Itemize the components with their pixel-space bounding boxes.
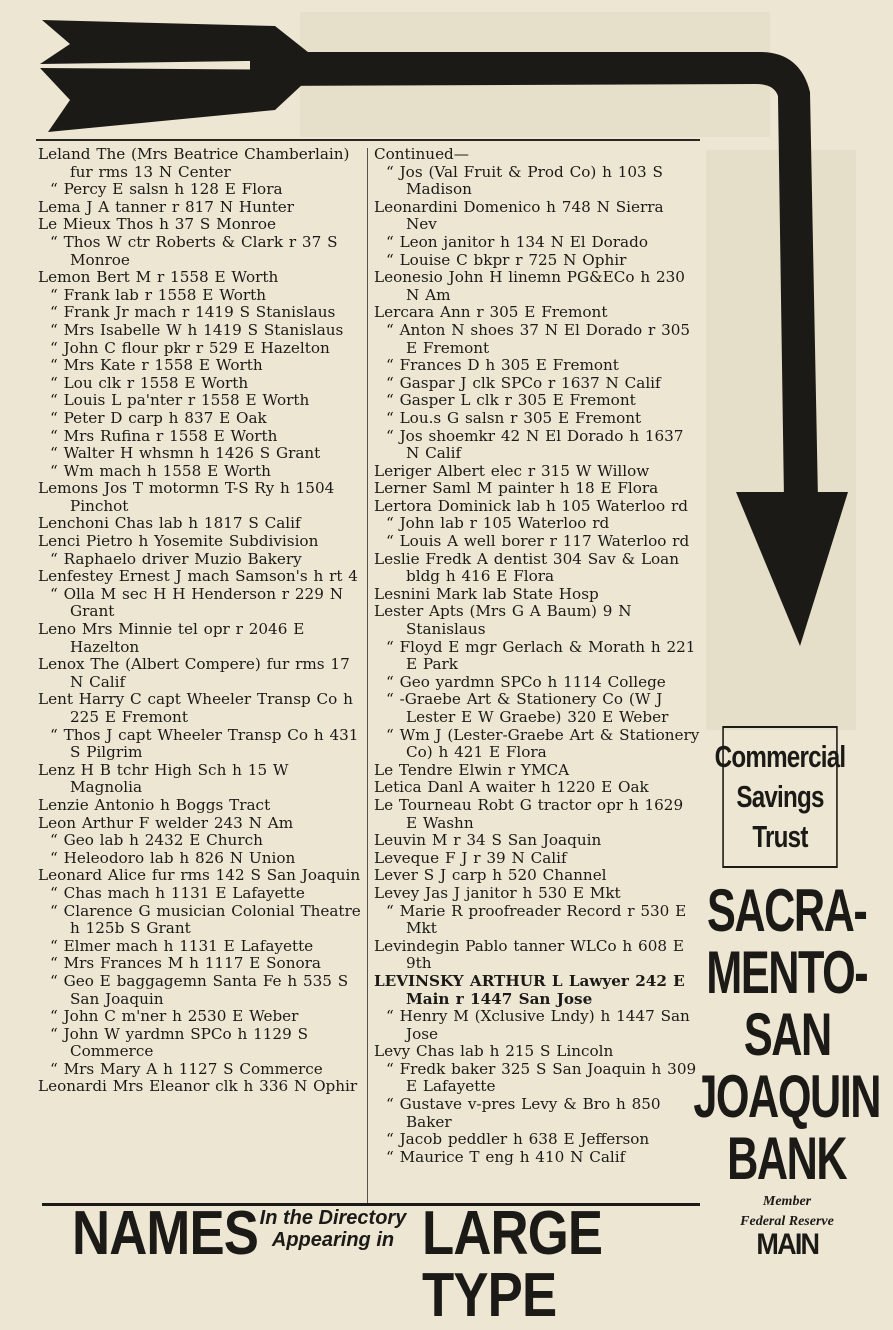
- directory-entry: Lever S J carp h 520 Channel: [374, 866, 607, 885]
- bank-line: BANK: [727, 1125, 847, 1192]
- directory-entry: Lemons Jos T motormn T-S Ry h 1504 Pinchot: [38, 479, 335, 515]
- directory-entry: “ -Graebe Art & Stationery Co (W J Lester E W Graebe) 320 E Weber: [386, 690, 669, 726]
- directory-entry: “ John C m'ner h 2530 E Weber: [50, 1007, 299, 1026]
- directory-entry: “ Elmer mach h 1131 E Lafayette: [50, 936, 314, 955]
- directory-entry: Levindegin Pablo tanner WLCo h 608 E 9th: [374, 936, 684, 973]
- directory-entry: “ Mrs Isabelle W h 1419 S Stanislaus: [50, 320, 344, 339]
- directory-entry: Lercara Ann r 305 E Fremont: [374, 303, 608, 322]
- directory-entry: “ Frank Jr mach r 1419 S Stanislaus: [50, 303, 336, 322]
- directory-entry: “ Louis A well borer r 117 Waterloo rd: [386, 532, 690, 551]
- directory-entry: “ John C flour pkr r 529 E Hazelton: [50, 338, 330, 357]
- directory-entry: “ Louise C bkpr r 725 N Ophir: [386, 250, 627, 269]
- directory-entry: Leonardi Mrs Eleanor clk h 336 N Ophir: [38, 1077, 358, 1096]
- directory-entry: Leuvin M r 34 S San Joaquin: [374, 831, 602, 850]
- member-label: Member: [762, 1194, 812, 1209]
- directory-entry: “ Wm J (Lester-Graebe Art & Stationery Co) h 421 E Flora: [386, 725, 700, 762]
- directory-entry: “ Floyd E mgr Gerlach & Morath h 221 E Park: [386, 637, 696, 674]
- directory-entry: Lent Harry C capt Wheeler Transp Co h 225 E Fremont: [38, 690, 353, 726]
- directory-entry: “ Louis L pa'nter r 1558 E Worth: [50, 391, 310, 410]
- directory-entry: Leland The (Mrs Beatrice Chamberlain) fur rms 13 N Center: [38, 145, 350, 181]
- directory-entry: Leonardini Domenico h 748 N Sierra Nev: [374, 197, 664, 234]
- banner-large-type: LARGE TYPE: [422, 1199, 603, 1330]
- directory-entry: “ Chas mach h 1131 E Lafayette: [50, 883, 305, 902]
- directory-entry: Lenchoni Chas lab h 1817 S Calif: [38, 514, 301, 533]
- directory-entry: “ Thos J capt Wheeler Transp Co h 431 S Pilgrim: [50, 725, 359, 762]
- directory-entry: “ Anton N shoes 37 N El Dorado r 305 E Fremont: [386, 320, 691, 357]
- banner-mid-line: In the Directory: [259, 1207, 407, 1229]
- banner-names: NAMES: [72, 1199, 259, 1268]
- directory-entry: “ Leon janitor h 134 N El Dorado: [386, 232, 648, 251]
- directory-entry: Lesnini Mark lab State Hosp: [374, 584, 599, 603]
- directory-entry: “ Jacob peddler h 638 E Jefferson: [386, 1130, 650, 1149]
- directory-entry: Lester Apts (Mrs G A Baum) 9 N Stanislaus: [374, 602, 632, 639]
- directory-entry: Leno Mrs Minnie tel opr r 2046 E Hazelton: [38, 620, 305, 656]
- arrow-head: [736, 492, 848, 646]
- directory-entry: Leonard Alice fur rms 142 S San Joaquin: [38, 866, 361, 885]
- directory-entry: Lema J A tanner r 817 N Hunter: [38, 197, 295, 216]
- large-type-banner: [72, 1199, 712, 1330]
- banner-middle-text: [248, 1207, 418, 1251]
- directory-entry: Leveque F J r 39 N Calif: [374, 848, 567, 867]
- directory-entry: “ Mrs Mary A h 1127 S Commerce: [50, 1059, 323, 1078]
- directory-entry: “ Wm mach h 1558 E Worth: [50, 461, 271, 480]
- directory-entry: Continued—: [374, 145, 469, 163]
- directory-entry: “ Raphaelo driver Muzio Bakery: [50, 549, 302, 568]
- directory-entry: “ Gustave v-pres Levy & Bro h 850 Baker: [386, 1095, 661, 1131]
- directory-entry: Leonesio John H linemn PG&ECo h 230 N Am: [374, 268, 685, 304]
- directory-entry: “ Clarence G musician Colonial Theatre h 125b S Grant: [50, 901, 361, 938]
- bank-line: JOAQUIN: [693, 1063, 881, 1130]
- directory-entry: “ Fredk baker 325 S San Joaquin h 309 E Lafayette: [386, 1059, 697, 1096]
- directory-entry: “ Thos W ctr Roberts & Clark r 37 S Monroe: [50, 232, 338, 269]
- directory-entry: Lerner Saml M painter h 18 E Flora: [374, 479, 659, 498]
- directory-entry: “ Jos shoemkr 42 N El Dorado h 1637 N Calif: [386, 426, 684, 463]
- directory-entry: “ Mrs Frances M h 1117 E Sonora: [50, 954, 321, 973]
- directory-entry: Leslie Fredk A dentist 304 Sav & Loan bldg h 416 E Flora: [374, 549, 680, 586]
- directory-entry: Lemon Bert M r 1558 E Worth: [38, 268, 279, 287]
- directory-entry: “ Peter D carp h 837 E Oak: [50, 408, 267, 427]
- directory-entry: “ Percy E salsn h 128 E Flora: [50, 180, 283, 199]
- directory-entry: Leriger Albert elec r 315 W Willow: [374, 461, 650, 480]
- column-divider: [367, 148, 368, 1206]
- directory-entry: “ Olla M sec H H Henderson r 229 N Grant: [50, 584, 344, 621]
- banner-mid-line: Appearing in: [271, 1229, 395, 1251]
- ad-line: Commercial: [714, 739, 846, 774]
- bank-line: SAN: [743, 1001, 831, 1068]
- directory-entry: Le Tourneau Robt G tractor opr h 1629 E Washn: [374, 795, 684, 832]
- directory-entry: LEVINSKY ARTHUR L Lawyer 242 E Main r 1447 San Jose: [374, 971, 685, 1008]
- directory-entry: “ Gasper L clk r 305 E Fremont: [386, 391, 636, 410]
- cut-off-word: MAIN: [756, 1228, 818, 1261]
- directory-entry: “ Gaspar J clk SPCo r 1637 N Calif: [386, 373, 661, 392]
- federal-reserve-label: Federal Reserve: [740, 1214, 834, 1229]
- directory-entry: “ Marie R proofreader Record r 530 E Mkt: [386, 901, 687, 938]
- directory-entry: “ Geo E baggagemn Santa Fe h 535 S San Joaquin: [50, 971, 349, 1008]
- bank-line: MENTO-: [706, 939, 868, 1006]
- directory-entry: Le Tendre Elwin r YMCA: [374, 760, 570, 779]
- directory-entry: Lenfestey Ernest J mach Samson's h rt 4: [38, 567, 358, 586]
- ad-line: Trust: [752, 819, 808, 854]
- directory-entry: “ Henry M (Xclusive Lndy) h 1447 San Jose: [386, 1007, 690, 1043]
- directory-entry: Levy Chas lab h 215 S Lincoln: [374, 1042, 614, 1061]
- directory-entry: “ Lou clk r 1558 E Worth: [50, 373, 249, 392]
- top-rule: [36, 139, 700, 141]
- directory-entry: “ Maurice T eng h 410 N Calif: [386, 1147, 626, 1166]
- directory-entry: “ Jos (Val Fruit & Prod Co) h 103 S Madison: [386, 162, 663, 199]
- directory-entry: “ Lou.s G salsn r 305 E Fremont: [386, 408, 642, 427]
- directory-entry: Leon Arthur F welder 243 N Am: [38, 813, 294, 832]
- directory-entry: Lenci Pietro h Yosemite Subdivision: [38, 532, 319, 551]
- directory-entry: Lenz H B tchr High Sch h 15 W Magnolia: [38, 760, 289, 797]
- directory-entry: “ Mrs Kate r 1558 E Worth: [50, 356, 263, 375]
- directory-entry: “ Walter H whsmn h 1426 S Grant: [50, 444, 321, 463]
- directory-entry: “ Geo lab h 2432 E Church: [50, 831, 263, 850]
- directory-entry: Lenox The (Albert Compere) fur rms 17 N Calif: [38, 655, 350, 691]
- directory-entry: Lenzie Antonio h Boggs Tract: [38, 795, 271, 814]
- directory-entry: Levey Jas J janitor h 530 E Mkt: [374, 883, 621, 902]
- directory-entry: “ Frank lab r 1558 E Worth: [50, 285, 267, 304]
- ad-line: Savings: [736, 779, 824, 814]
- directory-column-left: [38, 146, 364, 1096]
- commercial-savings-trust-ad: [714, 726, 846, 868]
- directory-entry: Letica Danl A waiter h 1220 E Oak: [374, 778, 649, 797]
- directory-entry: “ Geo yardmn SPCo h 1114 College: [386, 672, 666, 691]
- directory-entry: “ John lab r 105 Waterloo rd: [386, 514, 610, 533]
- directory-entry: Le Mieux Thos h 37 S Monroe: [38, 215, 277, 234]
- directory-entry: Lertora Dominick lab h 105 Waterloo rd: [374, 496, 689, 515]
- directory-entry: “ Heleodoro lab h 826 N Union: [50, 848, 296, 867]
- directory-column-middle: [374, 146, 700, 1166]
- bank-line: SACRA-: [707, 877, 867, 944]
- sacramento-san-joaquin-bank-ad: [693, 877, 881, 1261]
- directory-entry: “ Mrs Rufina r 1558 E Worth: [50, 426, 278, 445]
- directory-entry: “ John W yardmn SPCo h 1129 S Commerce: [50, 1024, 308, 1061]
- directory-entry: “ Frances D h 305 E Fremont: [386, 356, 619, 375]
